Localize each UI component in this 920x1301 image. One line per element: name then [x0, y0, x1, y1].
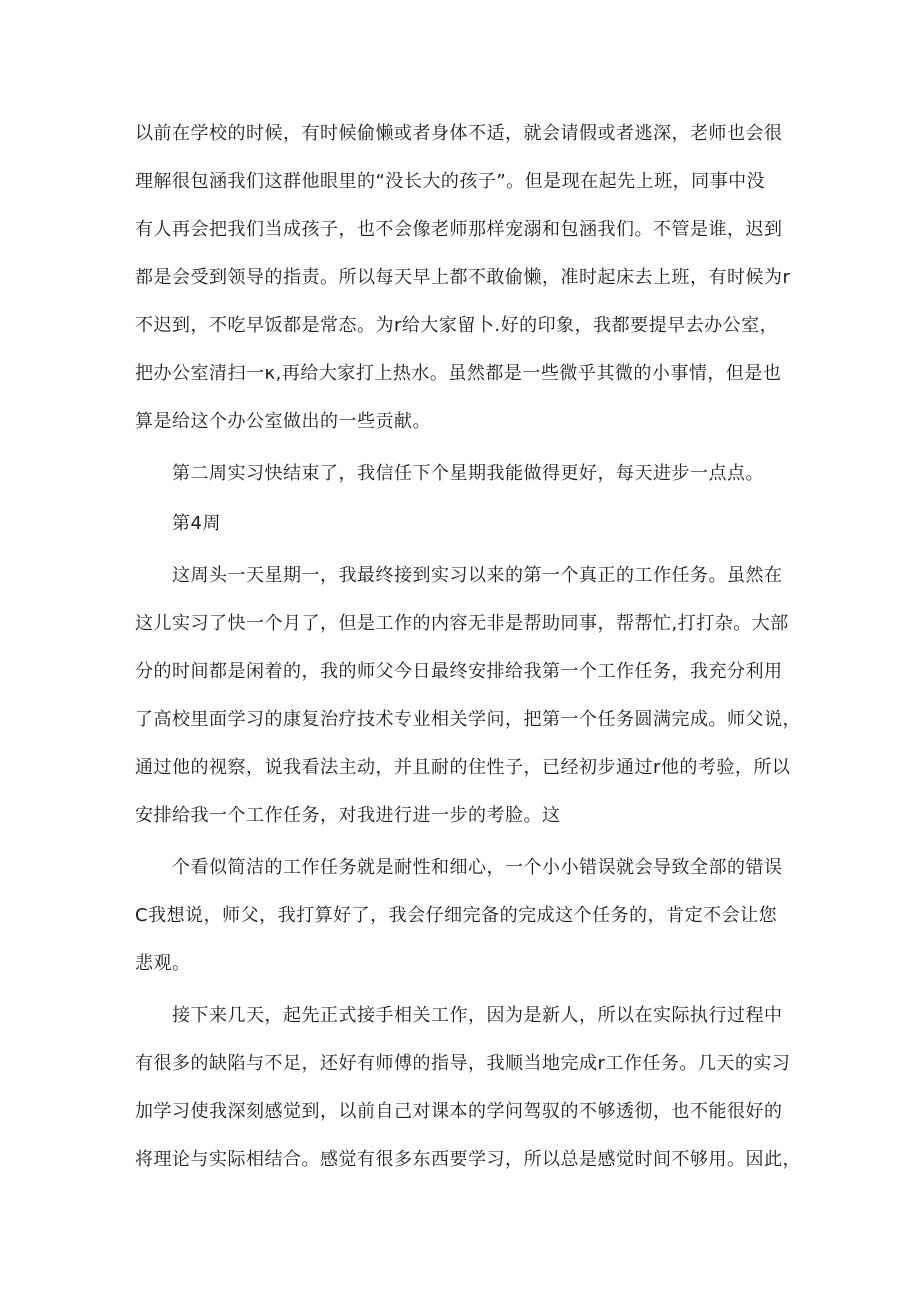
paragraph-line: 接下来几天，起先正式接手相关工作，因为是新人，所以在实际执行过程中: [172, 1005, 783, 1026]
section-heading: 第4周: [172, 513, 221, 534]
paragraph-line: 了高校里面学习的康复治疗技术专业相关学问，把第一个任务圆满完成。师父说，: [135, 709, 801, 730]
paragraph-line: C我想说，师父，我打算好了，我会仔细完备的完成这个任务的，肯定不会让您: [135, 905, 778, 926]
paragraph-line: 这儿实习了快一个月了，但是工作的内容无非是帮助同事，帮帮忙,打打杂。大部: [135, 613, 789, 634]
paragraph-line: 不迟到，不吃早饭都是常态。为r给大家留卜.好的印象，我都要提早去办公室，: [135, 315, 779, 336]
paragraph-line: 分的时间都是闲着的，我的师父今日最终安排给我第一个工作任务，我充分利用: [135, 661, 783, 682]
paragraph-line: 加学习使我深刻感觉到，以前自己对课本的学问驾驭的不够透彻，也不能很好的: [135, 1101, 783, 1122]
paragraph-line: 都是会受到领导的指责。所以每天早上都不敢偷懒，准时起床去上班，有时候为r: [135, 267, 791, 288]
paragraph-line: 通过他的视察，说我看法主动，并且耐的住性子，已经初步通过r他的考验，所以: [135, 757, 791, 778]
paragraph-line: 第二周实习快结束了，我信任下个星期我能做得更好，每天进步一点点。: [172, 463, 764, 484]
paragraph-line: 有很多的缺陷与不足，还好有师傅的指导，我顺当地完成r工作任务。几天的实习: [135, 1053, 791, 1074]
paragraph-line: 将理论与实际相结合。感觉有很多东西要学习，所以总是感觉时间不够用。因此，: [135, 1149, 801, 1170]
paragraph-line: 把办公室清扫一κ,再给大家打上热水。虽然都是一些微乎其微的小事情，但是也: [135, 363, 782, 384]
paragraph-line: 有人再会把我们当成孩子，也不会像老师那样宠溺和包涵我们。不管是谁，迟到: [135, 219, 783, 240]
paragraph-line: 以前在学校的时候，有时候偷懒或者身体不适，就会请假或者逃深，老师也会很: [135, 123, 783, 144]
paragraph-line: 算是给这个办公室做出的一些贡献。: [135, 411, 431, 432]
paragraph-line: 悲观。: [135, 953, 191, 974]
paragraph-line: 个看似简洁的工作任务就是耐性和细心，一个小小错误就会导致全部的错误: [172, 857, 783, 878]
paragraph-line: 这周头一天星期一，我最终接到实习以来的第一个真正的工作任务。虽然在: [172, 565, 783, 586]
paragraph-line: 理解很包涵我们这群他眼里的“没长大的孩子”。但是现在起先上班，同事中没: [135, 171, 766, 192]
paragraph-line: 安排给我一个工作任务，对我进行进一步的考脸。这: [135, 805, 561, 826]
